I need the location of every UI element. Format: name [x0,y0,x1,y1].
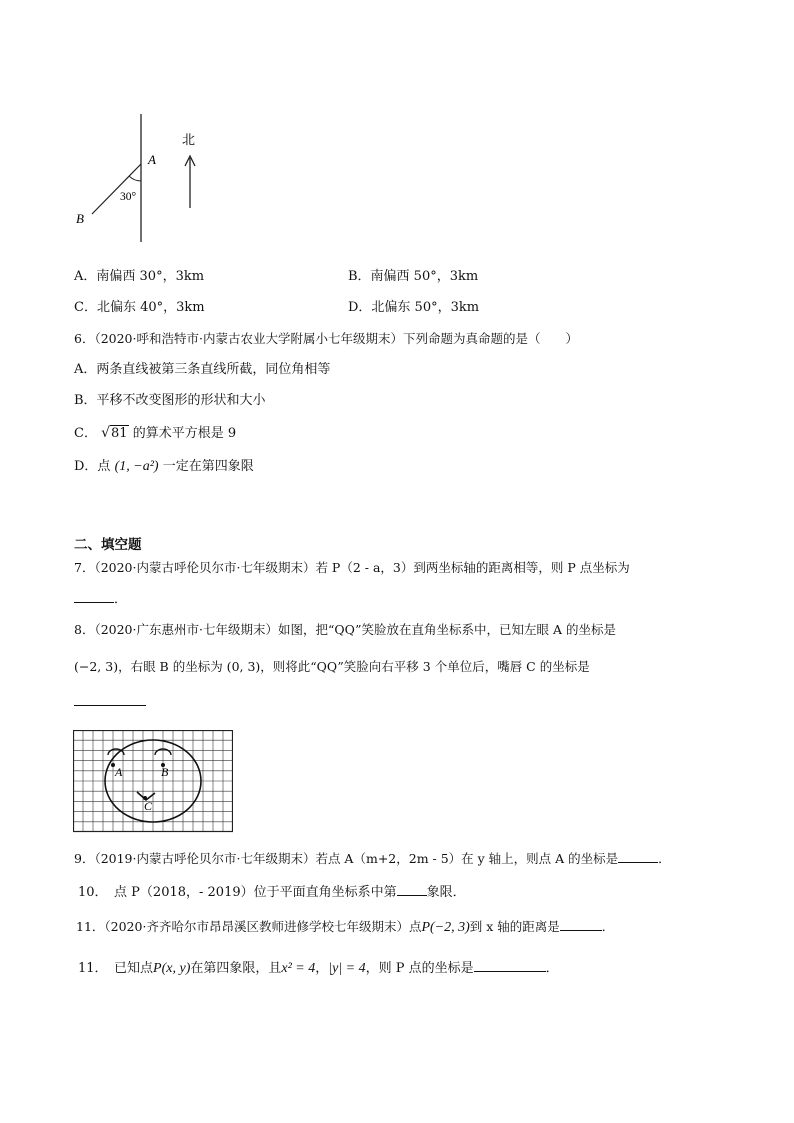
q7-end: ． [114,592,128,607]
q6-option-b[interactable]: B．平移不改变图形的形状和大小 [74,393,266,408]
q9-text: 9．（2019·内蒙古呼伦贝尔市·七年级期末）若点 A（m+2，2m - 5）在 y 轴上，则点 A 的坐标是 [74,851,619,866]
sqrt-icon: √ [101,425,111,441]
q6-option-d-point: (1, −a²) [114,459,159,474]
q10-suffix: 象限． [426,885,466,900]
q6-option-a[interactable]: A．两条直线被第三条直线所截，同位角相等 [74,362,331,377]
face-label-c: C [144,799,153,813]
q11a-middle: 到 x 轴的距离是 [469,919,560,934]
q9-end: ． [658,851,671,866]
q11a-answer-blank[interactable] [560,918,602,931]
q11b-line [78,959,559,978]
q9-answer-blank[interactable] [618,850,658,863]
q9-line [74,850,671,868]
q11b-eq2: |y| = 4 [328,961,366,976]
angle-label: 30° [120,191,137,203]
angle-arc [129,176,141,181]
qq-face-grid [73,730,233,833]
segment-ab [92,164,141,214]
q6-option-d[interactable] [74,458,254,476]
q11b-suffix: ，则 P 点的坐标是 [365,961,474,976]
section-title: 二、填空题 [74,537,142,553]
q6-option-d-suffix: 一定在第四象限 [162,459,254,474]
q5-option-c[interactable]: C．北偏东 40°，3km [74,300,205,315]
q5-option-b[interactable]: B．南偏西 50°，3km [348,269,479,284]
q11b-answer-blank[interactable] [474,959,546,972]
q8-text-line1: 8．（2020·广东惠州市·七年级期末）如图，把“QQ”笑脸放在直角坐标系中，已知左眼 A 的坐标是 [74,622,616,637]
q11a-end: ． [601,919,615,934]
q11b-middle: 在第四象限，且 [190,961,282,976]
q8-answer-line [74,693,146,712]
q8-answer-blank[interactable] [74,693,146,706]
q7-answer-line [74,590,127,609]
face-label-b: B [161,765,169,779]
q7-text: 7．（2020·内蒙古呼伦贝尔市·七年级期末）若 P（2 - a，3）到两坐标轴的距离相等，则 P 点坐标为 [74,560,630,575]
q11b-prefix: 11． 已知点 [78,961,154,976]
q8-text-line2: (−2, 3)，右眼 B 的坐标为 (0, 3)，则将此“QQ”笑脸向右平移 3 个单位后，嘴唇 C 的坐标是 [74,659,590,674]
q6-option-c-prefix: C． [74,426,97,441]
q11a-line [76,918,614,937]
sqrt-expression [101,424,128,443]
q11b-eq1: x² = 4 [281,961,316,976]
direction-diagram [60,110,220,250]
point-a-label: A [148,152,156,167]
q10-prefix: 10． 点 P（2018，- 2019）位于平面直角坐标系中第 [78,885,397,900]
q11b-sep: ， [315,961,329,976]
q6-option-c-suffix: 的算术平方根是 9 [132,426,237,441]
q10-line [78,883,466,902]
q6-option-c[interactable] [74,424,236,443]
q6-option-d-prefix: D．点 [74,459,111,474]
q11b-point: P(x, y) [153,961,191,976]
q11a-prefix: 11．（2020·齐齐哈尔市昂昂溪区教师进修学校七年级期末）点 [76,919,422,934]
sqrt-radicand: 81 [111,426,128,441]
q11a-point: P(−2, 3) [421,920,470,935]
grid-lines [73,730,233,832]
q11b-end: ． [545,961,559,976]
q6-stem: 6．（2020·呼和浩特市·内蒙古农业大学附属小七年级期末）下列命题为真命题的是（ ） [74,331,578,346]
q5-option-d[interactable]: D．北偏东 50°，3km [348,300,480,315]
north-label: 北 [182,132,196,147]
q7-answer-blank[interactable] [74,590,114,603]
point-b-label: B [76,211,84,226]
q10-answer-blank[interactable] [397,883,427,896]
face-label-a: A [115,765,123,779]
q5-option-a[interactable]: A．南偏西 30°，3km [74,269,205,284]
